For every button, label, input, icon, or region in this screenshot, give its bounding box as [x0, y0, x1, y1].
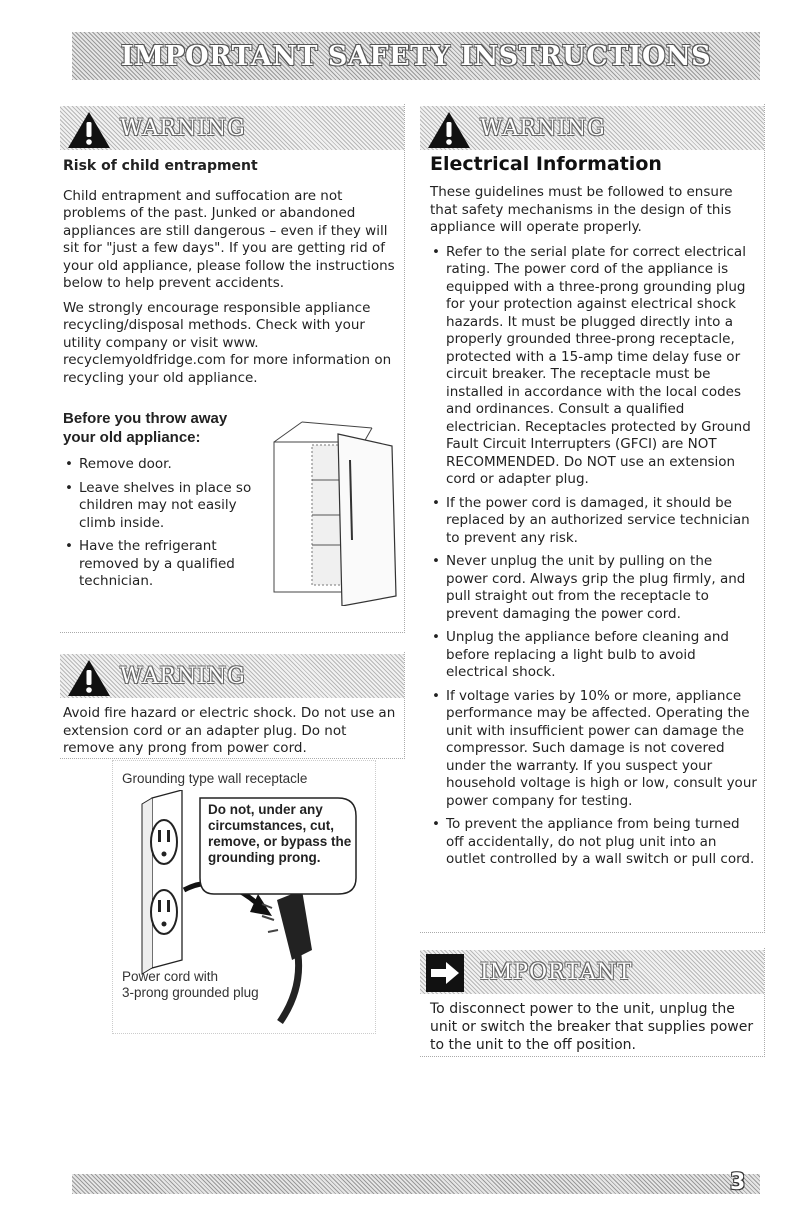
page-number: 3 [730, 1170, 746, 1195]
list-item: • Leave shelves in place so children may not easily climb inside. [63, 480, 273, 533]
footer-bar [72, 1174, 760, 1194]
important-label: IMPORTANT [480, 960, 633, 985]
arrow-right-icon [426, 954, 464, 992]
warning-label: WARNING [120, 664, 246, 689]
plug-label-line2: 3-prong grounded plug [122, 985, 259, 1000]
before-throw-title: Before you throw away your old appliance: [63, 410, 228, 446]
electrical-intro: These guidelines must be followed to ensure that safety mechanisms in the design of this appliance will operate properly. [430, 184, 733, 235]
child-warning-para2: We strongly encourage responsible appliance recycling/disposal methods. Check with your utility company or visit www. recyclemyoldfridge.com for more information on recycling your old appliance. [63, 299, 392, 386]
child-warning-list [63, 456, 273, 597]
list-item: • Remove door. [63, 456, 273, 474]
list-item: • Unplug the appliance before cleaning and before replacing a light bulb to avoid electrical shock. [430, 629, 758, 682]
child-warning-para1: Child entrapment and suffocation are not problems of the past. Junked or abandoned appliances are still dangerous – even if they will sit for "just a few days". If you are getting rid of your old appliance, please follow the instructions below to help prevent accidents. [63, 187, 395, 291]
important-text: To disconnect power to the unit, unplug the unit or switch the breaker that supplies power to the unit to the off position. [430, 1001, 754, 1053]
list-item: • If the power cord is damaged, it should be replaced by an authorized service technician to prevent any risk. [430, 495, 758, 548]
electrical-body [430, 184, 758, 875]
warning-triangle-icon [426, 110, 472, 150]
plug-label [122, 969, 259, 1001]
list-item: • If voltage varies by 10% or more, appliance performance may be affected. Operating the unit with insufficient power can damage the compressor. Such damage is not covered under the warranty. If you suspect your household voltage is high or low, consult your power company for testing. [430, 688, 758, 811]
grounding-callout: Do not, under any circumstances, cut, remove, or bypass the grounding prong. [208, 802, 352, 865]
electrical-title: Electrical Information [430, 153, 662, 175]
receptacle-label: Grounding type wall receptacle [122, 771, 308, 786]
warning-triangle-icon [66, 658, 112, 698]
page-title: IMPORTANT SAFETY INSTRUCTIONS [120, 41, 712, 72]
list-item: • Never unplug the unit by pulling on the power cord. Always grip the plug firmly, and pull straight out from the receptacle to prevent damaging the power cord. [430, 553, 758, 623]
warning-label: WARNING [120, 116, 246, 141]
list-item: • Have the refrigerant removed by a qualified technician. [63, 538, 273, 591]
plug-label-line1: Power cord with [122, 969, 219, 984]
child-warning-subtitle: Risk of child entrapment [63, 158, 258, 174]
warning-label: WARNING [480, 116, 606, 141]
fire-warning-text: Avoid fire hazard or electric shock. Do not use an extension cord or an adapter plug. Do not remove any prong from power cord. [63, 705, 396, 756]
list-item: • To prevent the appliance from being turned off accidentally, do not plug unit into an outlet controlled by a wall switch or pull cord. [430, 816, 758, 869]
list-item: • Refer to the serial plate for correct electrical rating. The power cord of the appliance is equipped with a three-prong grounding plug for your protection against electrical shock hazards. It must be plugged directly into a properly grounded three-prong receptacle, protected with a 15-amp time delay fuse or circuit breaker. The receptacle must be installed in accordance with the local codes and ordinances. Consult a qualified electrician. Receptacles protected by Ground Fault Circuit Interrupters (GFCI) are NOT RECOMMENDED. Do NOT use an extension cord or adapter plug. [430, 244, 758, 489]
refrigerator-illustration [272, 420, 400, 606]
warning-triangle-icon [66, 110, 112, 150]
child-warning-body [63, 158, 399, 394]
